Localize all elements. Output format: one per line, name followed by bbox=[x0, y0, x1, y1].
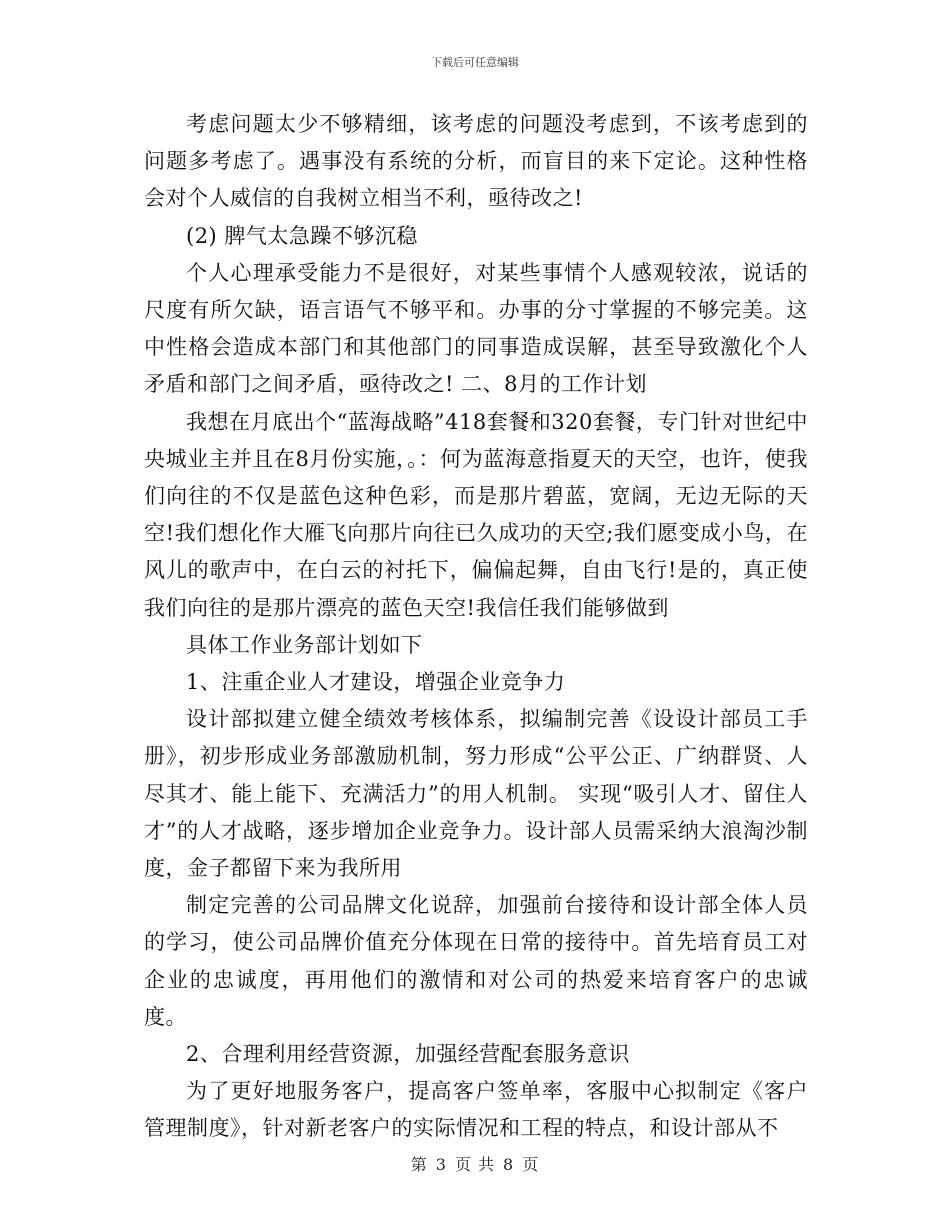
paragraph-5: 具体工作业务部计划如下 bbox=[186, 632, 423, 657]
paragraph-6-heading: 1、注重企业人才建设，增强企业竞争力 bbox=[186, 670, 566, 695]
footer-current-page: 3 bbox=[435, 1155, 447, 1174]
paragraph-8: 制定完善的公司品牌文化说辞，加强前台接待和设计部全体人员的学习，使公司品牌价值充分体现在日常的接待中。首先培育员工对企业的忠诚度，再用他们的激情和对公司的热爱来培育客户的忠诚度。 bbox=[144, 893, 808, 1029]
paragraph-3: 个人心理承受能力不是很好，对某些事情个人感观较浓，说话的尺度有所欠缺，语言语气不够平和。办事的分寸掌握的不够完美。这中性格会造成本部门和其他部门的同事造成误解，甚至导致激化个人矛盾和部门之间矛盾，亟待改之! 二、8月的工作计划 bbox=[144, 260, 808, 397]
paragraph-10: 为了更好地服务客户，提高客户签单率，客服中心拟制定《客户管理制度》，针对新老客户的实际情况和工程的特点，和设计部从不 bbox=[144, 1079, 808, 1141]
paragraph-7: 设计部拟建立健全绩效考核体系，拟编制完善《设设计部员工手册》，初步形成业务部激励机制，努力形成“公平公正、广纳群贤、人尽其才、能上能下、充满活力”的用人机制。 实现“吸引人才、留住人才”的人才战略，逐步增加企业竞争力。设计部人员需采纳大浪淘沙制度，金子都留下来为我所用 bbox=[144, 707, 808, 881]
footer-prefix: 第 bbox=[410, 1155, 428, 1174]
footer-middle: 页 共 bbox=[454, 1155, 496, 1174]
footer-suffix: 页 bbox=[522, 1155, 540, 1174]
document-body bbox=[144, 106, 808, 1148]
paragraph-1: 考虑问题太少不够精细，该考虑的问题没考虑到，不该考虑到的问题多考虑了。遇事没有系统的分析，而盲目的来下定论。这种性格会对个人威信的自我树立相当不利，亟待改之! bbox=[144, 112, 808, 211]
paragraph-9-heading: 2、合理利用经营资源，加强经营配套服务意识 bbox=[186, 1042, 630, 1067]
page-footer bbox=[0, 1152, 950, 1175]
header-note: 下载后可任意编辑 bbox=[431, 56, 519, 69]
paragraph-2-heading: (2) 脾气太急躁不够沉稳 bbox=[186, 223, 418, 248]
footer-total-pages: 8 bbox=[503, 1155, 515, 1174]
paragraph-4: 我想在月底出个“蓝海战略”418套餐和320套餐，专门针对世纪中央城业主并且在8月份实施，。：何为蓝海意指夏天的天空，也许，使我们向往的不仅是蓝色这种色彩，而是那片碧蓝，宽阔，无边无际的天空!我们想化作大雁飞向那片向往已久成功的天空;我们愿变成小鸟，在风儿的歌声中，在白云的衬托下，偏偏起舞，自由飞行!是的，真正使我们向往的是那片漂亮的蓝色天空!我信任我们能够做到 bbox=[144, 409, 808, 620]
